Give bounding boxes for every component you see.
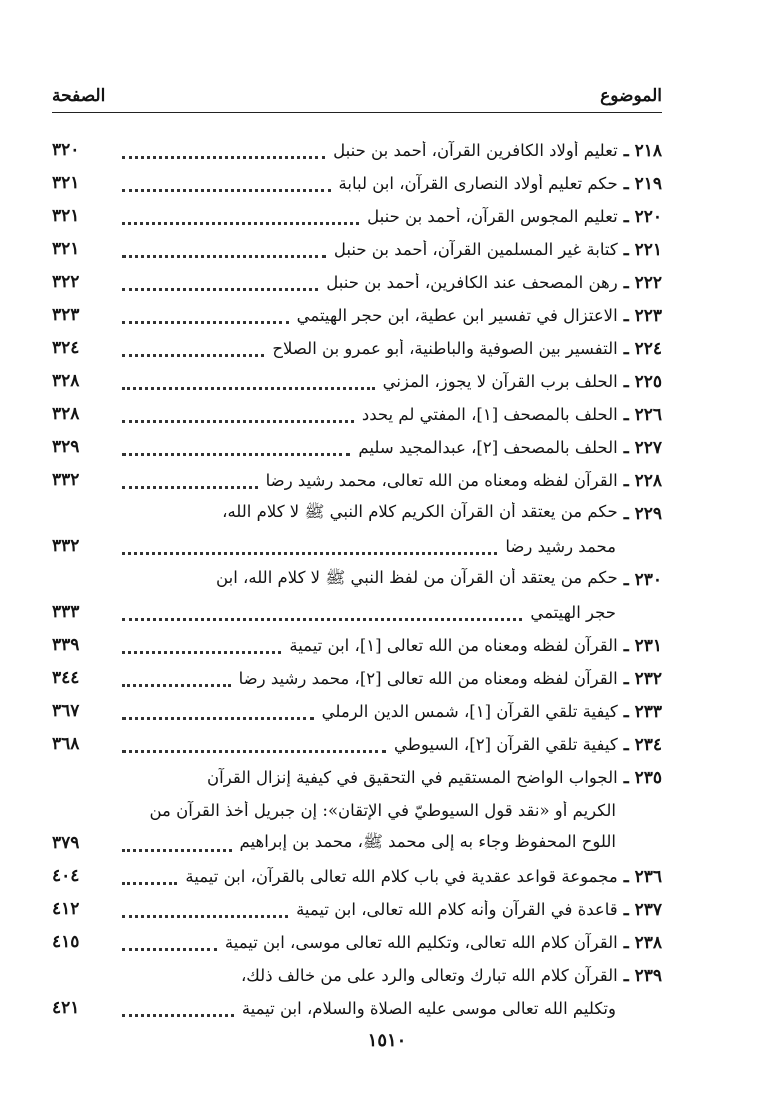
entry-number: ٢٣٦ ـ (623, 866, 662, 887)
toc-entry (52, 431, 662, 464)
entry-title: الجواب الواضح المستقيم في التحقيق في كيفية إنزال القرآن (207, 768, 618, 787)
entry-number: ٢٢٠ ـ (623, 206, 662, 227)
entry-number: ٢٣٧ ـ (623, 899, 662, 920)
toc-header (52, 82, 662, 113)
dot-leader (122, 847, 232, 852)
entry-number: ٢٢٩ ـ (623, 503, 662, 524)
dot-leader (122, 1012, 234, 1017)
toc-entry (52, 728, 662, 761)
dot-leader (122, 484, 258, 489)
entry-title: حكم من يعتقد أن القرآن الكريم كلام النبي ﷺ لا كلام الله، (222, 501, 618, 521)
entry-title: اللوح المحفوظ وجاء به إلى محمد ﷺ، محمد بن إبراهيم (239, 831, 616, 851)
toc-entry (52, 167, 662, 200)
toc-entry (52, 398, 662, 431)
entry-title: كيفية تلقي القرآن [٢]، السيوطي (393, 735, 618, 754)
page-column-heading: الصفحة (52, 86, 106, 106)
entry-title: مجموعة قواعد عقدية في باب كلام الله تعالى بالقرآن، ابن تيمية (185, 867, 618, 886)
dot-leader (122, 319, 289, 324)
entry-number: ٢٢٨ ـ (623, 470, 662, 491)
entry-title: الكريم أو «نقد قول السيوطيّ في الإتقان»: إن جبريل أخذ القرآن من (149, 801, 616, 820)
dot-leader (122, 220, 359, 225)
toc-entry (52, 563, 662, 596)
entry-number: ٢٢٢ ـ (623, 272, 662, 293)
entry-title: حكم تعليم أولاد النصارى القرآن، ابن لبابة (338, 174, 618, 193)
entry-number: ٢٣٩ ـ (623, 965, 662, 986)
toc-entry (52, 794, 662, 827)
entry-title: رهن المصحف عند الكافرين، أحمد بن حنبل (326, 273, 618, 292)
toc-entry (52, 596, 662, 629)
entry-title: تعليم المجوس القرآن، أحمد بن حنبل (367, 207, 618, 226)
dot-leader (122, 418, 354, 423)
dot-leader (122, 946, 217, 951)
entry-title: الاعتزال في تفسير ابن عطية، ابن حجر الهيتمي (296, 306, 618, 325)
toc-entry (52, 332, 662, 365)
entry-title: كيفية تلقي القرآن [١]، شمس الدين الرملي (321, 702, 618, 721)
toc-entry (52, 827, 662, 860)
entry-title: الحلف بالمصحف [٢]، عبدالمجيد سليم (358, 438, 618, 457)
entry-page-number: ٤٠٤ (52, 866, 80, 886)
entry-number: ٢١٩ ـ (623, 173, 662, 194)
entry-number: ٢٢٦ ـ (623, 404, 662, 425)
entry-page-number: ٣٤٤ (52, 668, 80, 688)
entry-title: القرآن لفظه ومعناه من الله تعالى [١]، ابن تيمية (289, 636, 618, 655)
entry-number: ٢٢٤ ـ (623, 338, 662, 359)
dot-leader (122, 550, 497, 555)
entry-number: ٢٣٤ ـ (623, 734, 662, 755)
dot-leader (122, 880, 177, 885)
entry-title: كتابة غير المسلمين القرآن، أحمد بن حنبل (333, 240, 618, 259)
entry-title: الحلف بالمصحف [١]، المفتي لم يحدد (361, 405, 618, 424)
entry-number: ٢١٨ ـ (623, 140, 662, 161)
entry-number: ٢٢٧ ـ (623, 437, 662, 458)
toc-entry (52, 893, 662, 926)
entry-title: الحلف برب القرآن لا يجوز، المزني (382, 372, 618, 391)
entry-number: ٢٢١ ـ (623, 239, 662, 260)
entry-number: ٢٢٥ ـ (623, 371, 662, 392)
entry-page-number: ٣٢٩ (52, 437, 80, 457)
dot-leader (122, 748, 386, 753)
dot-leader (122, 154, 325, 159)
entry-page-number: ٣٢٤ (52, 338, 80, 358)
entry-page-number: ٣٣٩ (52, 635, 80, 655)
entry-page-number: ٣٢٣ (52, 305, 80, 325)
dot-leader (122, 715, 314, 720)
entry-page-number: ٣٢١ (52, 173, 80, 193)
entry-page-number: ٣٧٩ (52, 833, 80, 853)
dot-leader (122, 385, 375, 390)
toc-entry (52, 266, 662, 299)
dot-leader (122, 451, 350, 456)
entry-page-number: ٣٦٨ (52, 734, 80, 754)
dot-leader (122, 253, 326, 258)
entry-page-number: ٣٣٢ (52, 470, 80, 490)
entry-page-number: ٣٢٢ (52, 272, 80, 292)
entry-title: وتكليم الله تعالى موسى عليه الصلاة والسلام، ابن تيمية (241, 999, 616, 1018)
entry-number: ٢٣١ ـ (623, 635, 662, 656)
entry-page-number: ٣٢٨ (52, 404, 80, 424)
entry-title: القرآن كلام الله تعالى، وتكليم الله تعالى موسى، ابن تيمية (224, 933, 618, 952)
entry-page-number: ٤١٥ (52, 932, 80, 952)
entry-title: التفسير بين الصوفية والباطنية، أبو عمرو بن الصلاح (272, 339, 618, 358)
toc-entry (52, 992, 662, 1025)
dot-leader (122, 286, 318, 291)
dot-leader (122, 352, 264, 357)
entry-title: قاعدة في القرآن وأنه كلام الله تعالى، ابن تيمية (296, 900, 618, 919)
entry-number: ٢٣٢ ـ (623, 668, 662, 689)
toc-entry (52, 695, 662, 728)
toc-entry (52, 233, 662, 266)
toc-entry (52, 629, 662, 662)
toc-entry (52, 464, 662, 497)
toc-entry (52, 134, 662, 167)
entry-page-number: ٤٢١ (52, 998, 80, 1018)
entry-page-number: ٣٣٢ (52, 536, 80, 556)
entry-page-number: ٣٢٨ (52, 371, 80, 391)
topic-column-heading: الموضوع (600, 86, 662, 106)
toc-entry (52, 497, 662, 530)
dot-leader (122, 913, 288, 918)
toc-entry (52, 926, 662, 959)
entry-number: ٢٣٣ ـ (623, 701, 662, 722)
entry-title: محمد رشيد رضا (505, 537, 616, 556)
entry-number: ٢٢٣ ـ (623, 305, 662, 326)
entry-page-number: ٣٢١ (52, 206, 80, 226)
entry-number: ٢٣٥ ـ (623, 767, 662, 788)
entry-title: تعليم أولاد الكافرين القرآن، أحمد بن حنبل (333, 141, 618, 160)
dot-leader (122, 187, 331, 192)
dot-leader (122, 616, 522, 621)
dot-leader (122, 682, 231, 687)
toc-entry (52, 761, 662, 794)
toc-entry (52, 299, 662, 332)
entry-title: القرآن كلام الله تبارك وتعالى والرد على من خالف ذلك، (240, 966, 618, 985)
entry-page-number: ٣٢١ (52, 239, 80, 259)
entry-number: ٢٣٠ ـ (623, 569, 662, 590)
toc-entry (52, 530, 662, 563)
entry-number: ٢٣٨ ـ (623, 932, 662, 953)
dot-leader (122, 649, 281, 654)
page-number: ١٥١٠ (367, 1030, 407, 1051)
toc-entry (52, 860, 662, 893)
entry-title: القرآن لفظه ومعناه من الله تعالى [٢]، محمد رشيد رضا (238, 669, 618, 688)
entry-title: حجر الهيتمي (530, 603, 616, 622)
entry-title: القرآن لفظه ومعناه من الله تعالى، محمد رشيد رضا (265, 471, 618, 490)
toc-entry (52, 959, 662, 992)
entry-title: حكم من يعتقد أن القرآن من لفظ النبي ﷺ لا كلام الله، ابن (216, 567, 618, 587)
entry-page-number: ٣٢٠ (52, 140, 80, 160)
entry-page-number: ٤١٢ (52, 899, 80, 919)
entry-page-number: ٣٣٣ (52, 602, 80, 622)
toc-entry (52, 200, 662, 233)
toc-entry (52, 365, 662, 398)
entry-page-number: ٣٦٧ (52, 701, 80, 721)
toc-entry (52, 662, 662, 695)
table-of-contents (52, 134, 662, 1025)
